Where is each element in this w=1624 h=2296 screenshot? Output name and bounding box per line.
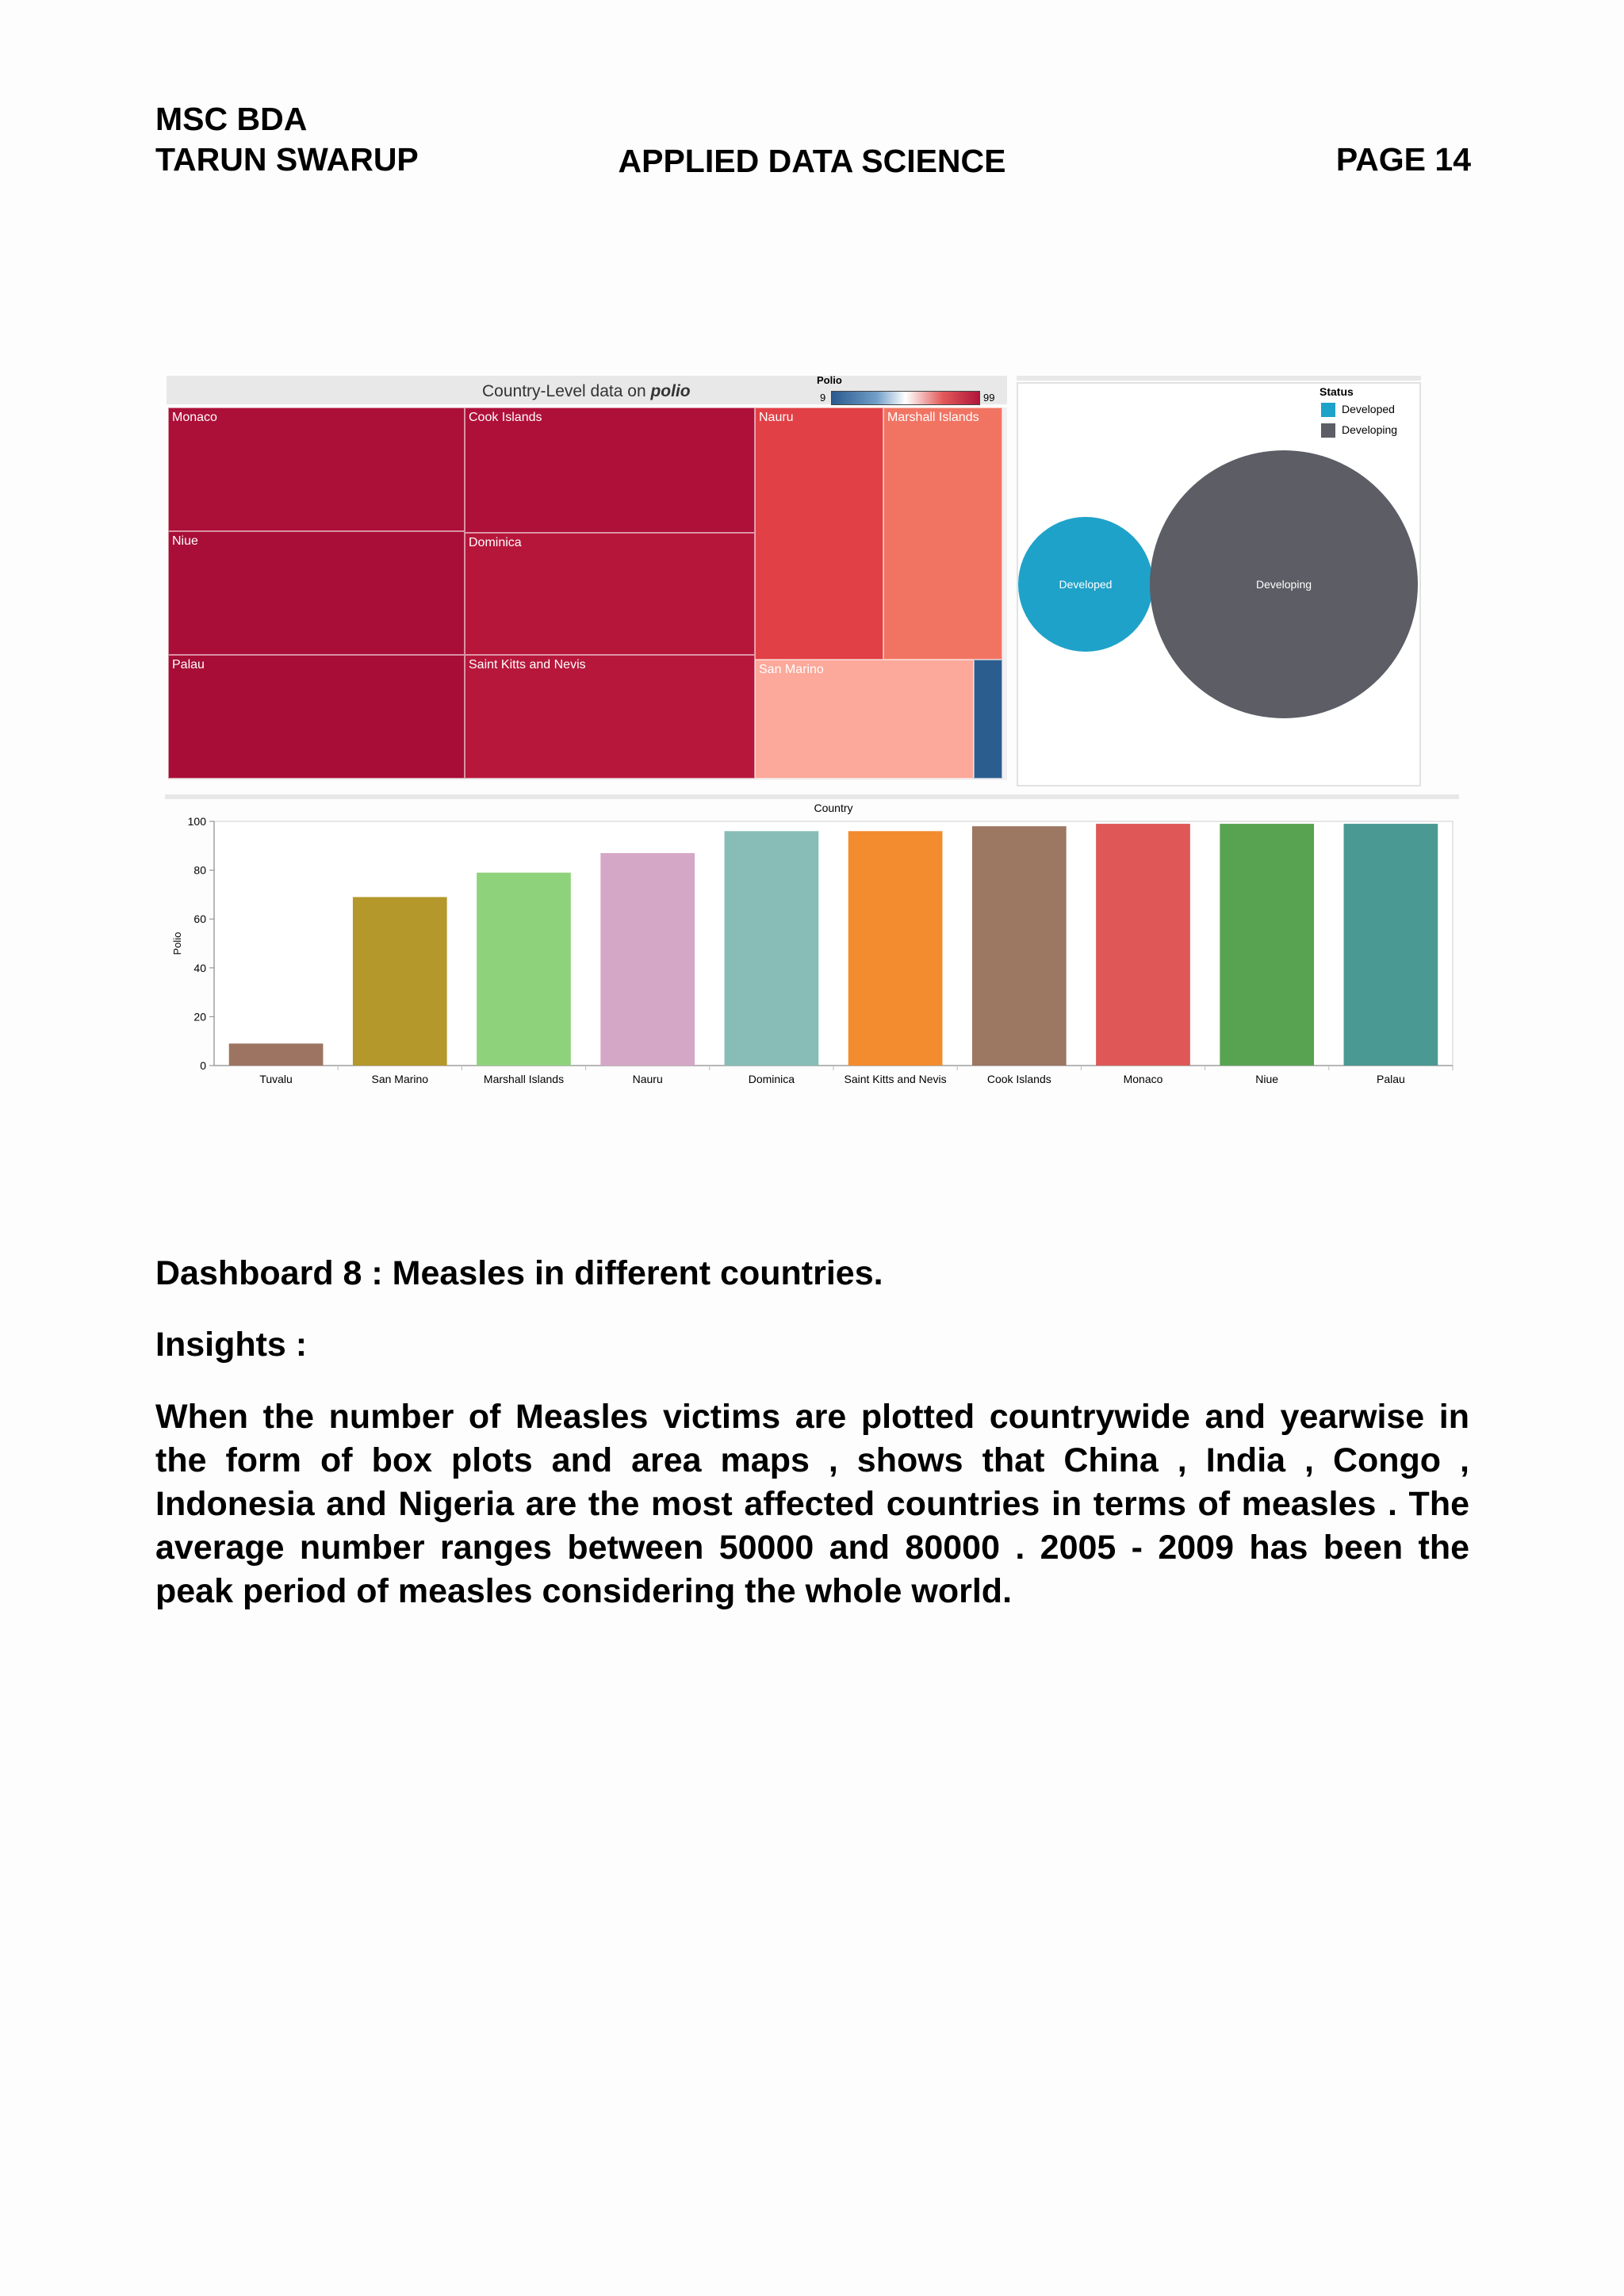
bar-tuvalu: [229, 1043, 324, 1066]
subject-title: APPLIED DATA SCIENCE: [618, 143, 1006, 179]
bar-cook-islands: [972, 826, 1067, 1066]
bar-san-marino: [353, 897, 447, 1066]
author-name: TARUN SWARUP: [155, 141, 419, 178]
bubble-label: Developed: [1059, 578, 1113, 591]
tile-label: Cook Islands: [469, 411, 542, 424]
bar-dominica: [725, 831, 819, 1066]
tile-label: Dominica: [469, 536, 522, 549]
bubble-header-bar: [1017, 376, 1421, 381]
treemap-tile-san-marino[interactable]: [755, 660, 974, 779]
bar-palau: [1344, 824, 1438, 1066]
polio-color-scale: [831, 391, 980, 405]
course-label: MSC BDA: [155, 101, 308, 137]
bar-saint-kitts-and-nevis: [848, 831, 943, 1066]
treemap-title: Country-Level data on polio: [482, 382, 691, 400]
x-tick-label: San Marino: [371, 1073, 429, 1085]
bubble-developing[interactable]: [1150, 450, 1418, 718]
treemap-tile-dominica[interactable]: [465, 533, 755, 655]
bar-monaco: [1096, 824, 1190, 1066]
legend-label-developed: Developed: [1342, 403, 1395, 415]
x-tick-label: Niue: [1255, 1073, 1279, 1085]
y-tick-label: 100: [187, 815, 206, 828]
dashboard-image: [165, 373, 1459, 1118]
tile-label: Niue: [172, 534, 198, 548]
y-tick-label: 80: [193, 863, 206, 877]
polio-legend-max: 99: [983, 392, 995, 404]
tile-label: Monaco: [172, 411, 217, 424]
y-tick-label: 60: [193, 913, 206, 926]
treemap-tile-saint-kitts[interactable]: [465, 655, 755, 779]
treemap: [168, 408, 1007, 780]
tile-label: Saint Kitts and Nevis: [469, 658, 586, 672]
x-tick-label: Monaco: [1123, 1073, 1163, 1085]
tile-label: San Marino: [759, 663, 824, 676]
treemap-tile-tuvalu[interactable]: [974, 660, 1002, 779]
status-bubble-panel: [1017, 382, 1421, 786]
treemap-tile-palau[interactable]: [168, 655, 465, 779]
y-tick-label: 20: [193, 1010, 206, 1024]
x-tick-label: Cook Islands: [986, 1073, 1051, 1085]
bar-niue: [1220, 824, 1314, 1066]
bubble-label: Developing: [1255, 578, 1312, 591]
y-tick-label: 40: [193, 961, 206, 974]
insights-label: Insights :: [155, 1326, 308, 1364]
tile-label: Marshall Islands: [887, 411, 979, 424]
x-tick-label: Palau: [1376, 1073, 1405, 1085]
insights-paragraph: When the number of Measles victims are plotted countrywide and yearwise in the form of box plots and area maps , shows that China , India , Congo , Indonesia and Nigeria are the most affected countries in terms of measles . The average number ranges between 50000 and 80000 . 2005 - 2009 has been the peak period of measles considering the whole world.: [155, 1398, 1469, 1610]
polio-legend-min: 9: [820, 392, 826, 404]
bar-nauru: [600, 853, 695, 1066]
treemap-tile-cook-islands[interactable]: [465, 408, 755, 533]
polio-bar-chart: [165, 793, 1459, 1118]
bar-marshall-islands: [477, 873, 571, 1066]
x-tick-label: Tuvalu: [259, 1073, 293, 1085]
y-tick-label: 0: [200, 1059, 206, 1072]
polio-legend-title: Polio: [817, 374, 842, 386]
bubble-developed[interactable]: [1018, 517, 1153, 652]
x-tick-label: Saint Kitts and Nevis: [844, 1073, 947, 1085]
page-number: PAGE 14: [1335, 141, 1471, 178]
treemap-tile-nauru[interactable]: [755, 408, 883, 660]
y-axis-label: Polio: [171, 932, 183, 955]
x-tick-label: Marshall Islands: [483, 1073, 565, 1085]
tile-label: Nauru: [759, 411, 794, 424]
legend-swatch-developing: [1321, 423, 1335, 438]
x-tick-label: Dominica: [748, 1073, 795, 1085]
section-title: Dashboard 8 : Measles in different countries.: [155, 1254, 883, 1292]
treemap-tile-niue[interactable]: [168, 531, 465, 655]
legend-label-developing: Developing: [1342, 423, 1398, 436]
chart-title: Country: [814, 802, 853, 814]
treemap-tile-monaco[interactable]: [168, 408, 465, 531]
tile-label: Palau: [172, 658, 205, 672]
x-tick-label: Nauru: [632, 1073, 663, 1085]
treemap-tile-marshall-islands[interactable]: [883, 408, 1002, 660]
legend-swatch-developed: [1321, 403, 1335, 417]
status-legend-title: Status: [1320, 385, 1354, 398]
